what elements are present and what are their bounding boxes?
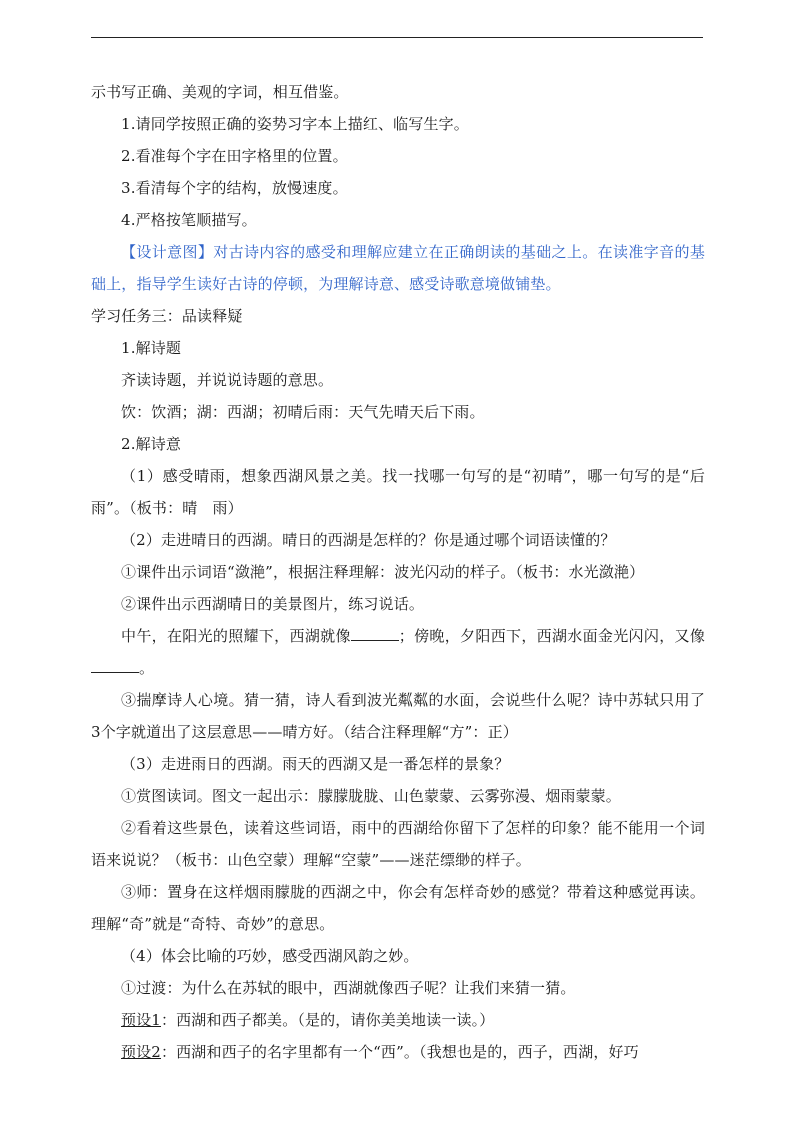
subheading: 1.解诗题	[121, 339, 182, 357]
fill-text-a: 中午，在阳光的照耀下，西湖就像	[121, 627, 351, 645]
paragraph: ①赏图读词。图文一起出示：朦朦胧胧、山色蒙蒙、云雾弥漫、烟雨蒙蒙。	[121, 787, 621, 805]
blank-line-2	[91, 654, 139, 673]
list-item: 1.请同学按照正确的姿势习字本上描红、临写生字。	[121, 115, 469, 133]
paragraph: 示书写正确、美观的字词，相互借鉴。	[91, 83, 349, 101]
fill-text-b: ；傍晚，夕阳西下，西湖水面金光闪闪，又像	[398, 627, 705, 645]
subheading: 2.解诗意	[121, 435, 182, 453]
paragraph: ②看着这些景色，读着这些词语，雨中的西湖给你留下了怎样的印象？能不能用一个词语来说说？（板书：山色空蒙）理解“空蒙”——迷茫缥缈的样子。	[91, 819, 705, 869]
design-intent-note: 【设计意图】对古诗内容的感受和理解应建立在正确朗读的基础之上。在读准字音的基础上，指导学生读好古诗的停顿，为理解诗意、感受诗歌意境做铺垫。	[91, 243, 705, 293]
list-item: 2.看准每个字在田字格里的位置。	[121, 147, 348, 165]
preset-1-text: ：西湖和西子都美。（是的，请你美美地读一读。）	[161, 1011, 495, 1029]
document-body	[91, 76, 705, 1068]
preset-1-label: 预设1	[121, 1011, 161, 1029]
list-item: 4.严格按笔顺描写。	[121, 211, 257, 229]
preset-1	[91, 1004, 705, 1036]
header-rule	[91, 37, 703, 38]
paragraph: 齐读诗题，并说说诗题的意思。	[121, 371, 334, 389]
blank-line-1	[351, 622, 399, 641]
preset-2-label: 预设2	[121, 1043, 161, 1061]
list-item: 3.看清每个字的结构，放慢速度。	[121, 179, 348, 197]
paragraph: （4）体会比喻的巧妙，感受西湖风韵之妙。	[121, 947, 419, 965]
paragraph: ③师：置身在这样烟雨朦胧的西湖之中，你会有怎样奇妙的感觉？带着这种感觉再读。理解“奇”就是“奇特、奇妙”的意思。	[91, 883, 705, 933]
paragraph: （3）走进雨日的西湖。雨天的西湖又是一番怎样的景象？	[121, 755, 510, 773]
paragraph: ①过渡：为什么在苏轼的眼中，西湖就像西子呢？让我们来猜一猜。	[121, 979, 576, 997]
paragraph: 饮：饮酒；湖：西湖；初晴后雨：天气先晴天后下雨。	[121, 403, 485, 421]
paragraph: （2）走进晴日的西湖。晴日的西湖是怎样的？你是通过哪个词语读懂的？	[121, 531, 616, 549]
section-heading: 学习任务三：品读释疑	[91, 307, 243, 325]
fill-in-paragraph	[91, 620, 705, 684]
paragraph: （1）感受晴雨，想象西湖风景之美。找一找哪一句写的是“初晴”，哪一句写的是“后雨”。（板书：晴 雨）	[91, 467, 705, 517]
paragraph: ②课件出示西湖晴日的美景图片，练习说话。	[121, 595, 425, 613]
paragraph: ③揣摩诗人心境。猜一猜，诗人看到波光粼粼的水面，会说些什么呢？诗中苏轼只用了3个字就道出了这层意思——晴方好。（结合注释理解“方”：正）	[91, 691, 705, 741]
preset-2-text: ：西湖和西子的名字里都有一个“西”。（我想也是的，西子，西湖，好巧	[161, 1043, 639, 1061]
preset-2	[91, 1036, 705, 1068]
fill-text-c: 。	[139, 659, 155, 677]
paragraph: ①课件出示词语“潋滟”，根据注释理解：波光闪动的样子。（板书：水光潋滟）	[121, 563, 645, 581]
